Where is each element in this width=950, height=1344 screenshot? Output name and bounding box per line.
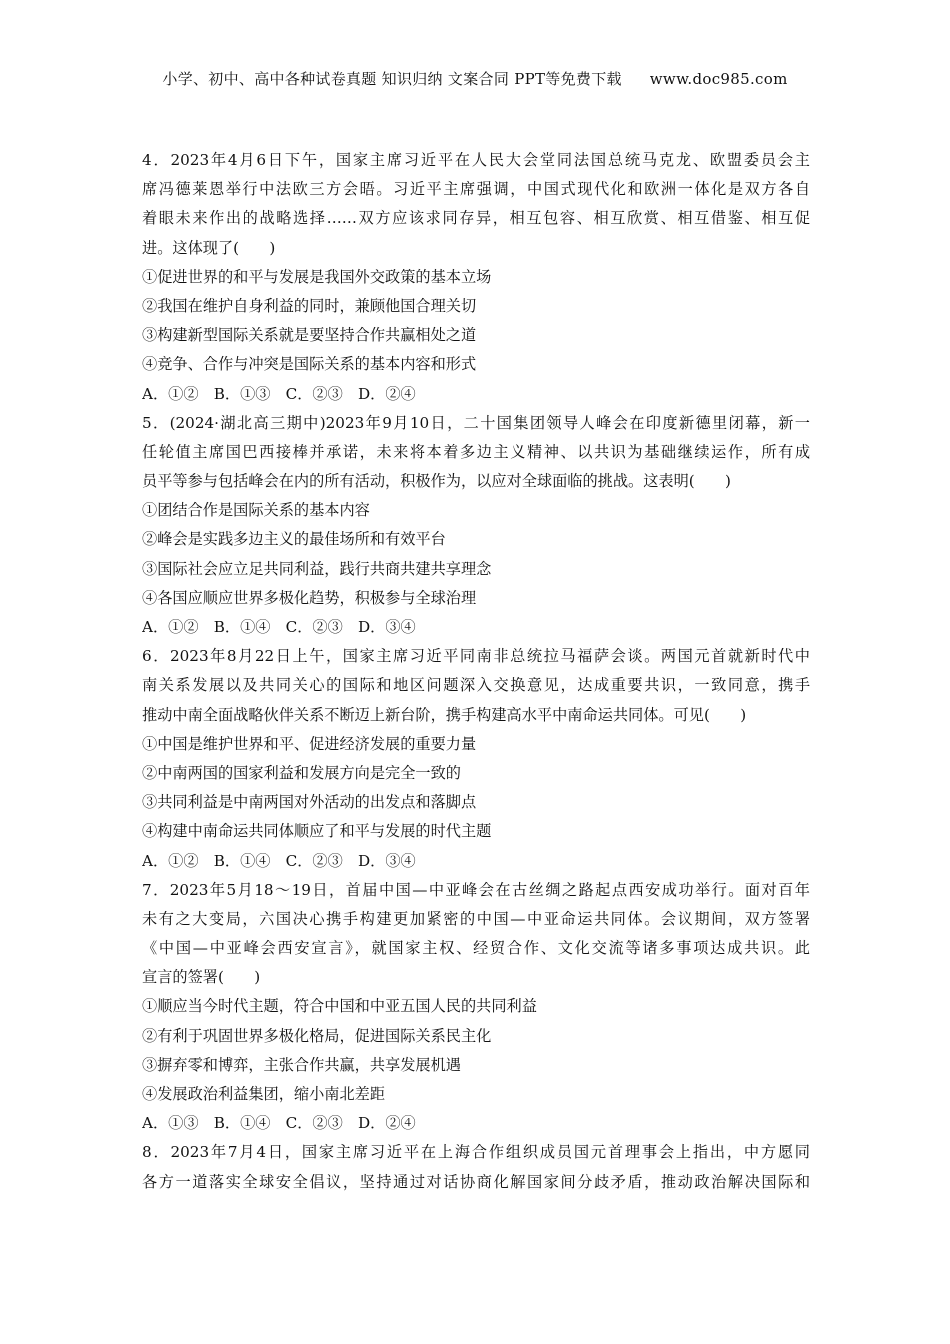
statement-option: ④各国应顺应世界多极化趋势，积极参与全球治理: [142, 588, 477, 607]
statement-option: ③国际社会应立足共同利益，践行共商共建共享理念: [142, 559, 492, 578]
question-7: [142, 876, 810, 1139]
question-8: [142, 1138, 810, 1196]
answer-choices: A．①② B．①④ C．②③ D．③④: [142, 618, 416, 636]
header-text: 小学、初中、高中各种试卷真题 知识归纳 文案合同 PPT等免费下载: [162, 70, 622, 88]
statement-option: ①中国是维护世界和平、促进经济发展的重要力量: [142, 734, 477, 753]
answer-choices: A．①③ B．①④ C．②③ D．②④: [142, 1114, 416, 1133]
question-stem-line: 宣言的签署( ): [142, 968, 261, 987]
statement-option: ①顺应当今时代主题，符合中国和中亚五国人民的共同利益: [142, 997, 537, 1016]
question-6: [142, 642, 810, 876]
question-stem-line: 着眼未来作出的战略选择……双方应该求同存异，相互包容、相互欣赏、相互借鉴、相互促: [142, 209, 810, 228]
header-site: www.doc985.com: [649, 70, 788, 88]
question-stem-line: 席冯德莱恩举行中法欧三方会晤。习近平主席强调，中国式现代化和欧洲一体化是双方各自: [142, 180, 810, 199]
statement-option: ④发展政治利益集团，缩小南北差距: [142, 1085, 385, 1103]
question-stem-line: 各方一道落实全球安全倡议，坚持通过对话协商化解国家间分歧矛盾，推动政治解决国际和: [142, 1172, 810, 1191]
statement-option: ②中南两国的国家利益和发展方向是完全一致的: [142, 763, 461, 782]
statement-option: ②峰会是实践多边主义的最佳场所和有效平台: [142, 530, 446, 549]
statement-option: ④构建中南命运共同体顺应了和平与发展的时代主题: [142, 822, 492, 841]
question-content: [142, 146, 810, 1197]
statement-option: ②有利于巩固世界多极化格局，促进国际关系民主化: [142, 1026, 492, 1045]
question-stem-line: 7．2023年5月18～19日，首届中国—中亚峰会在古丝绸之路起点西安成功举行。面对百年: [142, 880, 810, 899]
question-stem-line: 未有之大变局，六国决心携手构建更加紧密的中国—中亚命运共同体。会议期间，双方签署: [142, 909, 810, 928]
question-stem-line: 4．2023年4月6日下午，国家主席习近平在人民大会堂同法国总统马克龙、欧盟委员会主: [142, 151, 810, 169]
question-stem-line: 《中国—中亚峰会西安宣言》，就国家主权、经贸合作、文化交流等诸多事项达成共识。此: [142, 939, 810, 958]
question-stem-line: 6．2023年8月22日上午，国家主席习近平同南非总统拉马福萨会谈。两国元首就新时代中: [142, 647, 810, 666]
page-header: [0, 68, 950, 89]
question-stem-line: 5．(2024·湖北高三期中)2023年9月10日，二十国集团领导人峰会在印度新德里闭幕，新一: [142, 413, 810, 432]
statement-option: ②我国在维护自身利益的同时，兼顾他国合理关切: [142, 296, 477, 315]
statement-option: ③摒弃零和博弈，主张合作共赢，共享发展机遇: [142, 1055, 461, 1074]
statement-option: ④竞争、合作与冲突是国际关系的基本内容和形式: [142, 355, 477, 374]
question-stem-line: 员平等参与包括峰会在内的所有活动，积极作为，以应对全球面临的挑战。这表明( ): [142, 472, 731, 491]
statement-option: ③构建新型国际关系就是要坚持合作共赢相处之道: [142, 326, 477, 345]
question-stem-line: 南关系发展以及共同关心的国际和地区问题深入交换意见，达成重要共识，一致同意，携手: [142, 676, 810, 695]
question-4: [142, 146, 810, 409]
answer-choices: A．①② B．①④ C．②③ D．③④: [142, 851, 416, 870]
question-5: [142, 409, 810, 643]
question-stem-line: 推动中南全面战略伙伴关系不断迈上新台阶，携手构建高水平中南命运共同体。可见( ): [142, 705, 747, 724]
question-stem-line: 8．2023年7月4日，国家主席习近平在上海合作组织成员国元首理事会上指出，中方愿同: [142, 1143, 810, 1162]
statement-option: ①团结合作是国际关系的基本内容: [142, 501, 370, 520]
statement-option: ①促进世界的和平与发展是我国外交政策的基本立场: [142, 267, 492, 286]
answer-choices: A．①② B．①③ C．②③ D．②④: [142, 384, 416, 403]
statement-option: ③共同利益是中南两国对外活动的出发点和落脚点: [142, 793, 477, 812]
question-stem-line: 任轮值主席国巴西接棒并承诺，未来将本着多边主义精神、以共识为基础继续运作，所有成: [142, 442, 810, 461]
question-stem-line: 进。这体现了( ): [142, 238, 276, 257]
